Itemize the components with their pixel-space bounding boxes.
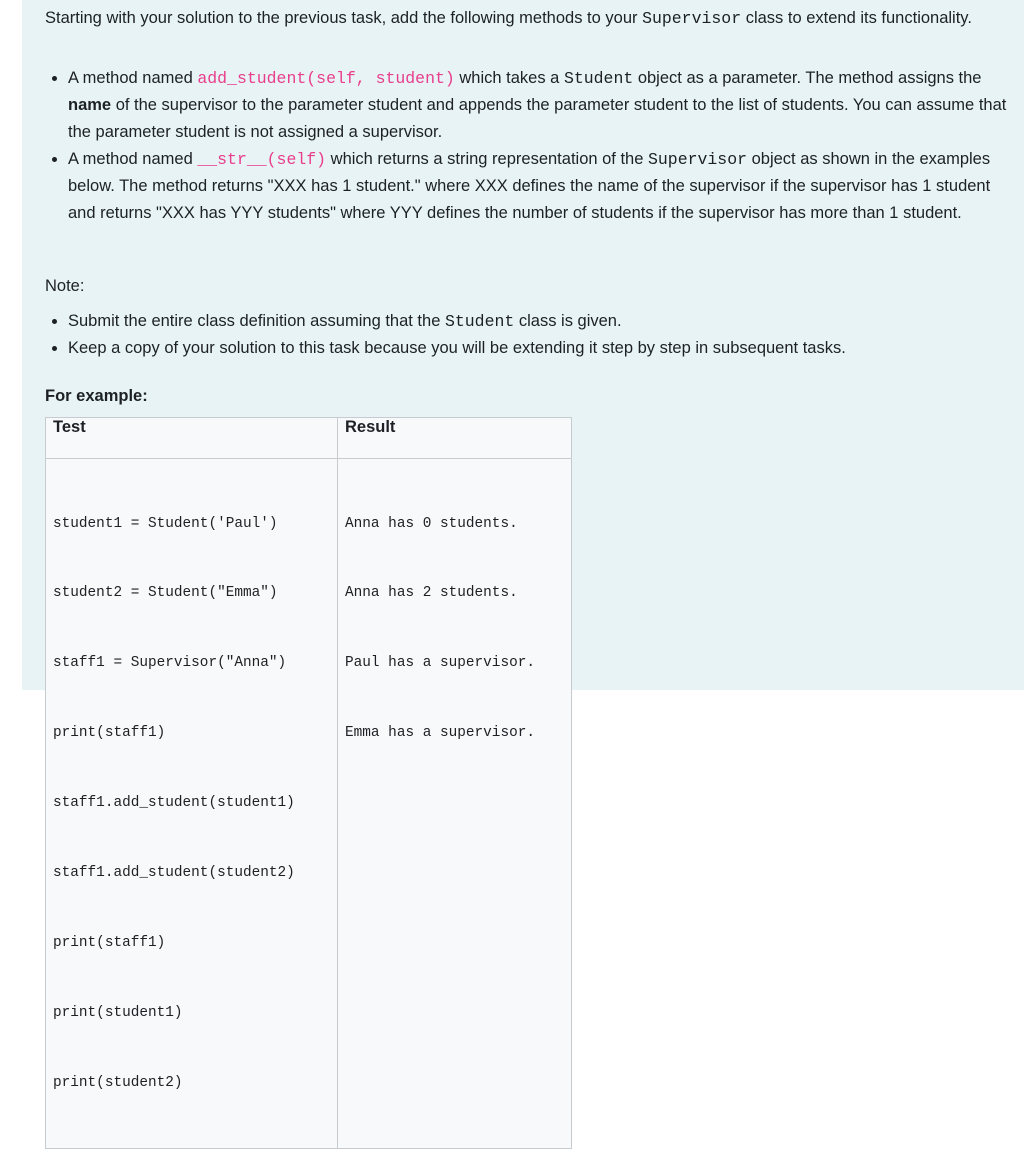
output-line: Anna has 0 students. — [345, 515, 518, 532]
code-line: staff1 = Supervisor("Anna") — [53, 655, 287, 672]
note-item: • Keep a copy of your solution to this task because you will be extending it step by step in subsequent tasks. — [68, 335, 1018, 362]
method-item-add-student: • A method named add_student(self, student) which takes a Student object as a parameter. The method assigns the name of the supervisor to the parameter student and appends the parameter student to the list of students. You can assume that the parameter student is not assigned a supervisor. — [68, 65, 1018, 146]
class-name-code: Student — [444, 312, 515, 331]
header-result: Result — [338, 418, 572, 459]
output-line: Anna has 2 students. — [345, 585, 518, 602]
code-line: staff1.add_student(student1) — [53, 795, 295, 812]
code-line: student2 = Student("Emma") — [53, 585, 278, 602]
result-cell — [338, 459, 572, 1149]
table-row — [46, 459, 572, 1149]
test-cell — [46, 459, 338, 1149]
class-name-code: Supervisor — [642, 9, 742, 28]
test-code — [53, 466, 330, 1142]
note-label: Note: — [45, 277, 85, 295]
header-test: Test — [46, 418, 338, 459]
method-item-str: • A method named __str__(self) which returns a string representation of the Supervisor object as shown in the examples below. The method returns "XXX has 1 student." where XXX defines the name of the supervisor if the supervisor has 1 student and returns "XXX has YYY students" where YYY defines the number of students if the supervisor has more than 1 student. — [68, 146, 1018, 227]
code-line: print(student1) — [53, 1004, 183, 1021]
method-signature-code: add_student(self, student) — [197, 69, 455, 88]
class-name-code: Supervisor — [648, 150, 748, 169]
note-list — [45, 308, 1018, 362]
method-list — [45, 65, 1018, 227]
method-signature-code: __str__(self) — [197, 150, 327, 169]
example-table — [45, 417, 572, 1149]
code-line: print(staff1) — [53, 934, 166, 951]
example-heading: For example: — [45, 387, 148, 405]
intro-text-end: class to extend its functionality. — [741, 9, 972, 27]
code-line: staff1.add_student(student2) — [53, 865, 295, 882]
code-line: print(student2) — [53, 1074, 183, 1091]
intro-text: Starting with your solution to the previous task, add the following methods to your — [45, 9, 643, 27]
output-line: Emma has a supervisor. — [345, 725, 535, 742]
code-line: print(staff1) — [53, 725, 166, 742]
code-line: student1 = Student('Paul') — [53, 515, 278, 532]
note-item: • Submit the entire class definition assuming that the Student class is given. — [68, 308, 1018, 335]
intro-paragraph — [45, 5, 1005, 32]
result-output — [345, 466, 564, 792]
bold-term: name — [68, 96, 112, 114]
output-line: Paul has a supervisor. — [345, 655, 535, 672]
class-name-code: Student — [563, 69, 634, 88]
